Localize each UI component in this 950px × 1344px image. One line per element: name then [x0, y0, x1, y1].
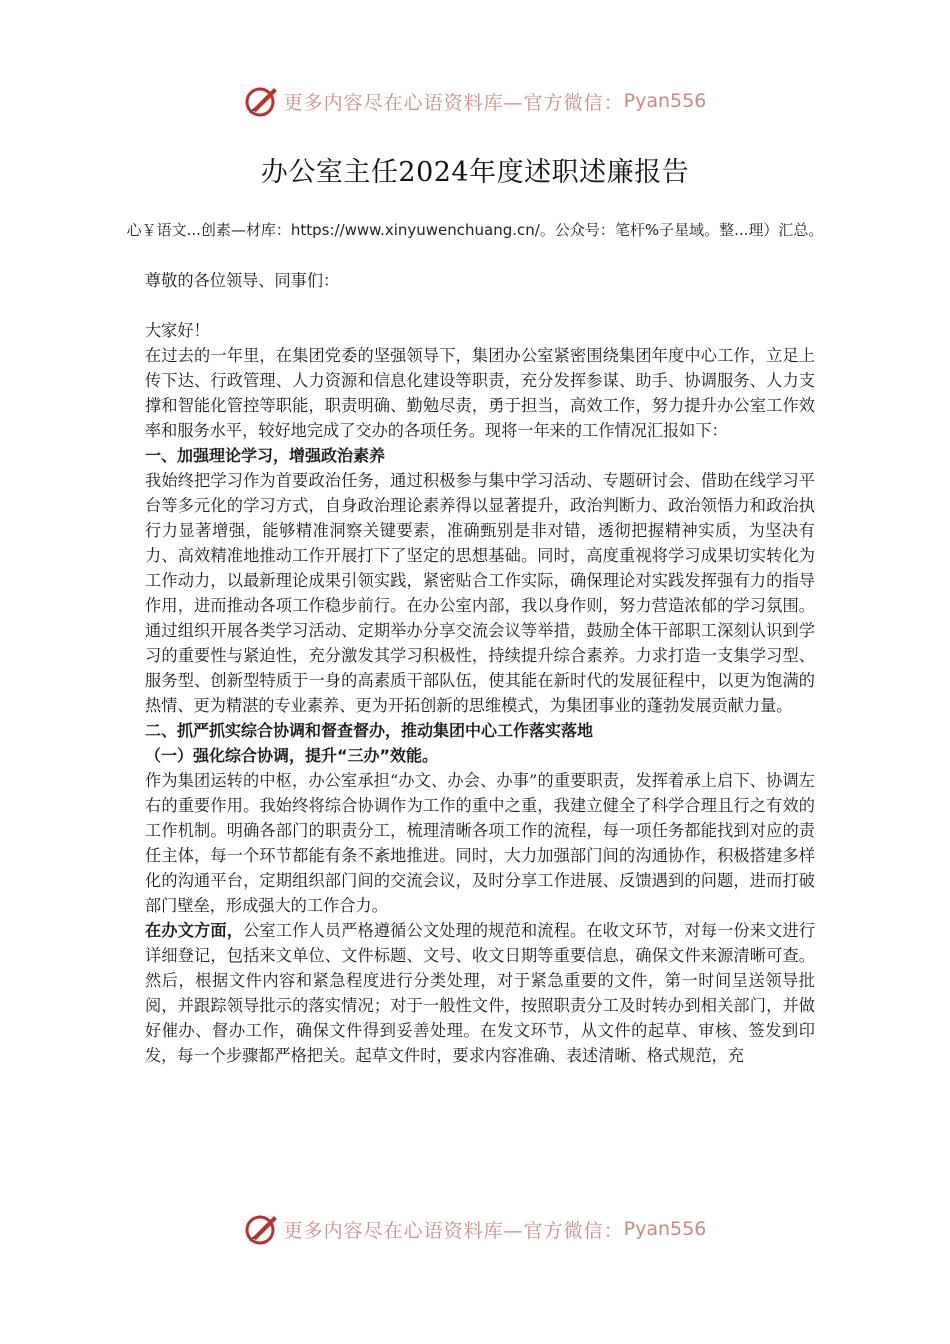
document-body: [145, 268, 815, 1068]
office-body-text: 公室工作人员严格遵循公文处理的规范和流程。在收文环节，对每一份来文进行详细登记，包括来文单位、文件标题、文号、收文日期等重要信息，确保文件来源清晰可查。然后，根据文件内容和紧急程度进行分类处理，对于紧急重要的文件，第一时间呈送领导批阅，并跟踪领导批示的落实情况；对于一般性文件，按照职责分工及时转办到相关部门，并做好催办、督办工作，确保文件得到妥善处理。在发文环节，从文件的起草、审核、签发到印发，每一个步骤都严格把关。起草文件时，要求内容准确、表述清晰、格式规范，充: [145, 921, 816, 1065]
source-line: 心￥语文...创素—材库：https://www.xinyuwenchuang.cn/。公众号：笔杆%子星域。整...理）汇总。: [126, 221, 824, 239]
header-banner: [0, 78, 950, 124]
salutation: 尊敬的各位领导、同事们：: [145, 271, 340, 290]
blank-line: [145, 293, 815, 318]
intro-paragraph: 在过去的一年里，在集团党委的坚强领导下，集团办公室紧密围绕集团年度中心工作，立足上传下达、行政管理、人力资源和信息化建设等职责，充分发挥参谋、助手、协调服务、人力支撑和智能化管控等职能，职责明确、勤勉尽责，勇于担当，高效工作，努力提升办公室工作效率和服务水平，较好地完成了交办的各项任务。现将一年来的工作情况汇报如下：: [145, 346, 815, 440]
greeting: 大家好！: [145, 321, 210, 340]
subsection-1-paragraph: 作为集团运转的中枢，办公室承担“办文、办会、办事”的重要职责，发挥着承上启下、协调左右的重要作用。我始终将综合协调作为工作的重中之重，我建立健全了科学合理且行之有效的工作机制。明确各部门的职责分工，梳理清晰各项工作的流程，每一项任务都能找到对应的责任主体，每一个环节都能有条不紊地推进。同时，大力加强部门间的沟通协作，积极搭建多样化的沟通平台，定期组织部门间的交流会议，及时分享工作进展、反馈遇到的问题，进而打破部门壁垒，形成强大的工作合力。: [145, 771, 815, 915]
banner-text: 更多内容尽在心语资料库—官方微信：: [283, 91, 624, 114]
banner-wechat-id: Pyan556: [623, 1218, 707, 1240]
writing-quill-logo-icon: [244, 1211, 280, 1247]
section-1-heading: 一、加强理论学习，增强政治素养: [145, 446, 386, 465]
office-lead-text: 在办文方面，: [145, 921, 244, 940]
section-2-heading: 二、抓严抓实综合协调和督查督办，推动集团中心工作落实落地: [145, 721, 594, 740]
page-title: 办公室主任2024年度述职述廉报告: [260, 157, 690, 188]
writing-quill-logo-icon: [244, 83, 280, 119]
section-1-paragraph: 我始终把学习作为首要政治任务，通过积极参与集中学习活动、专题研讨会、借助在线学习平台等多元化的学习方式，自身政治理论素养得以显著提升，政治判断力、政治领悟力和政治执行力显著增强，能够精准洞察关键要素，准确甄别是非对错，透彻把握精神实质，为坚决有力、高效精准地推动工作开展打下了坚定的思想基础。同时，高度重视将学习成果切实转化为工作动力，以最新理论成果引领实践，紧密贴合工作实际，确保理论对实践发挥强有力的指导作用，进而推动各项工作稳步前行。在办公室内部，我以身作则，努力营造浓郁的学习氛围。通过组织开展各类学习活动、定期举办分享交流会议等举措，鼓励全体干部职工深刻认识到学习的重要性与紧迫性，充分激发其学习积极性，持续提升综合素养。力求打造一支集学习型、服务型、创新型特质于一身的高素质干部队伍，使其能在新时代的发展征程中，以更为饱满的热情、更为精湛的专业素养、更为开拓创新的思维模式，为集团事业的蓬勃发展贡献力量。: [145, 471, 815, 715]
footer-banner: [0, 1206, 950, 1252]
office-paragraph: [145, 918, 815, 1068]
banner-wechat-id: Pyan556: [623, 90, 707, 112]
banner-text: 更多内容尽在心语资料库—官方微信：: [283, 1219, 624, 1242]
subsection-1-heading: （一）强化综合协调，提升“三办”效能。: [145, 746, 439, 765]
